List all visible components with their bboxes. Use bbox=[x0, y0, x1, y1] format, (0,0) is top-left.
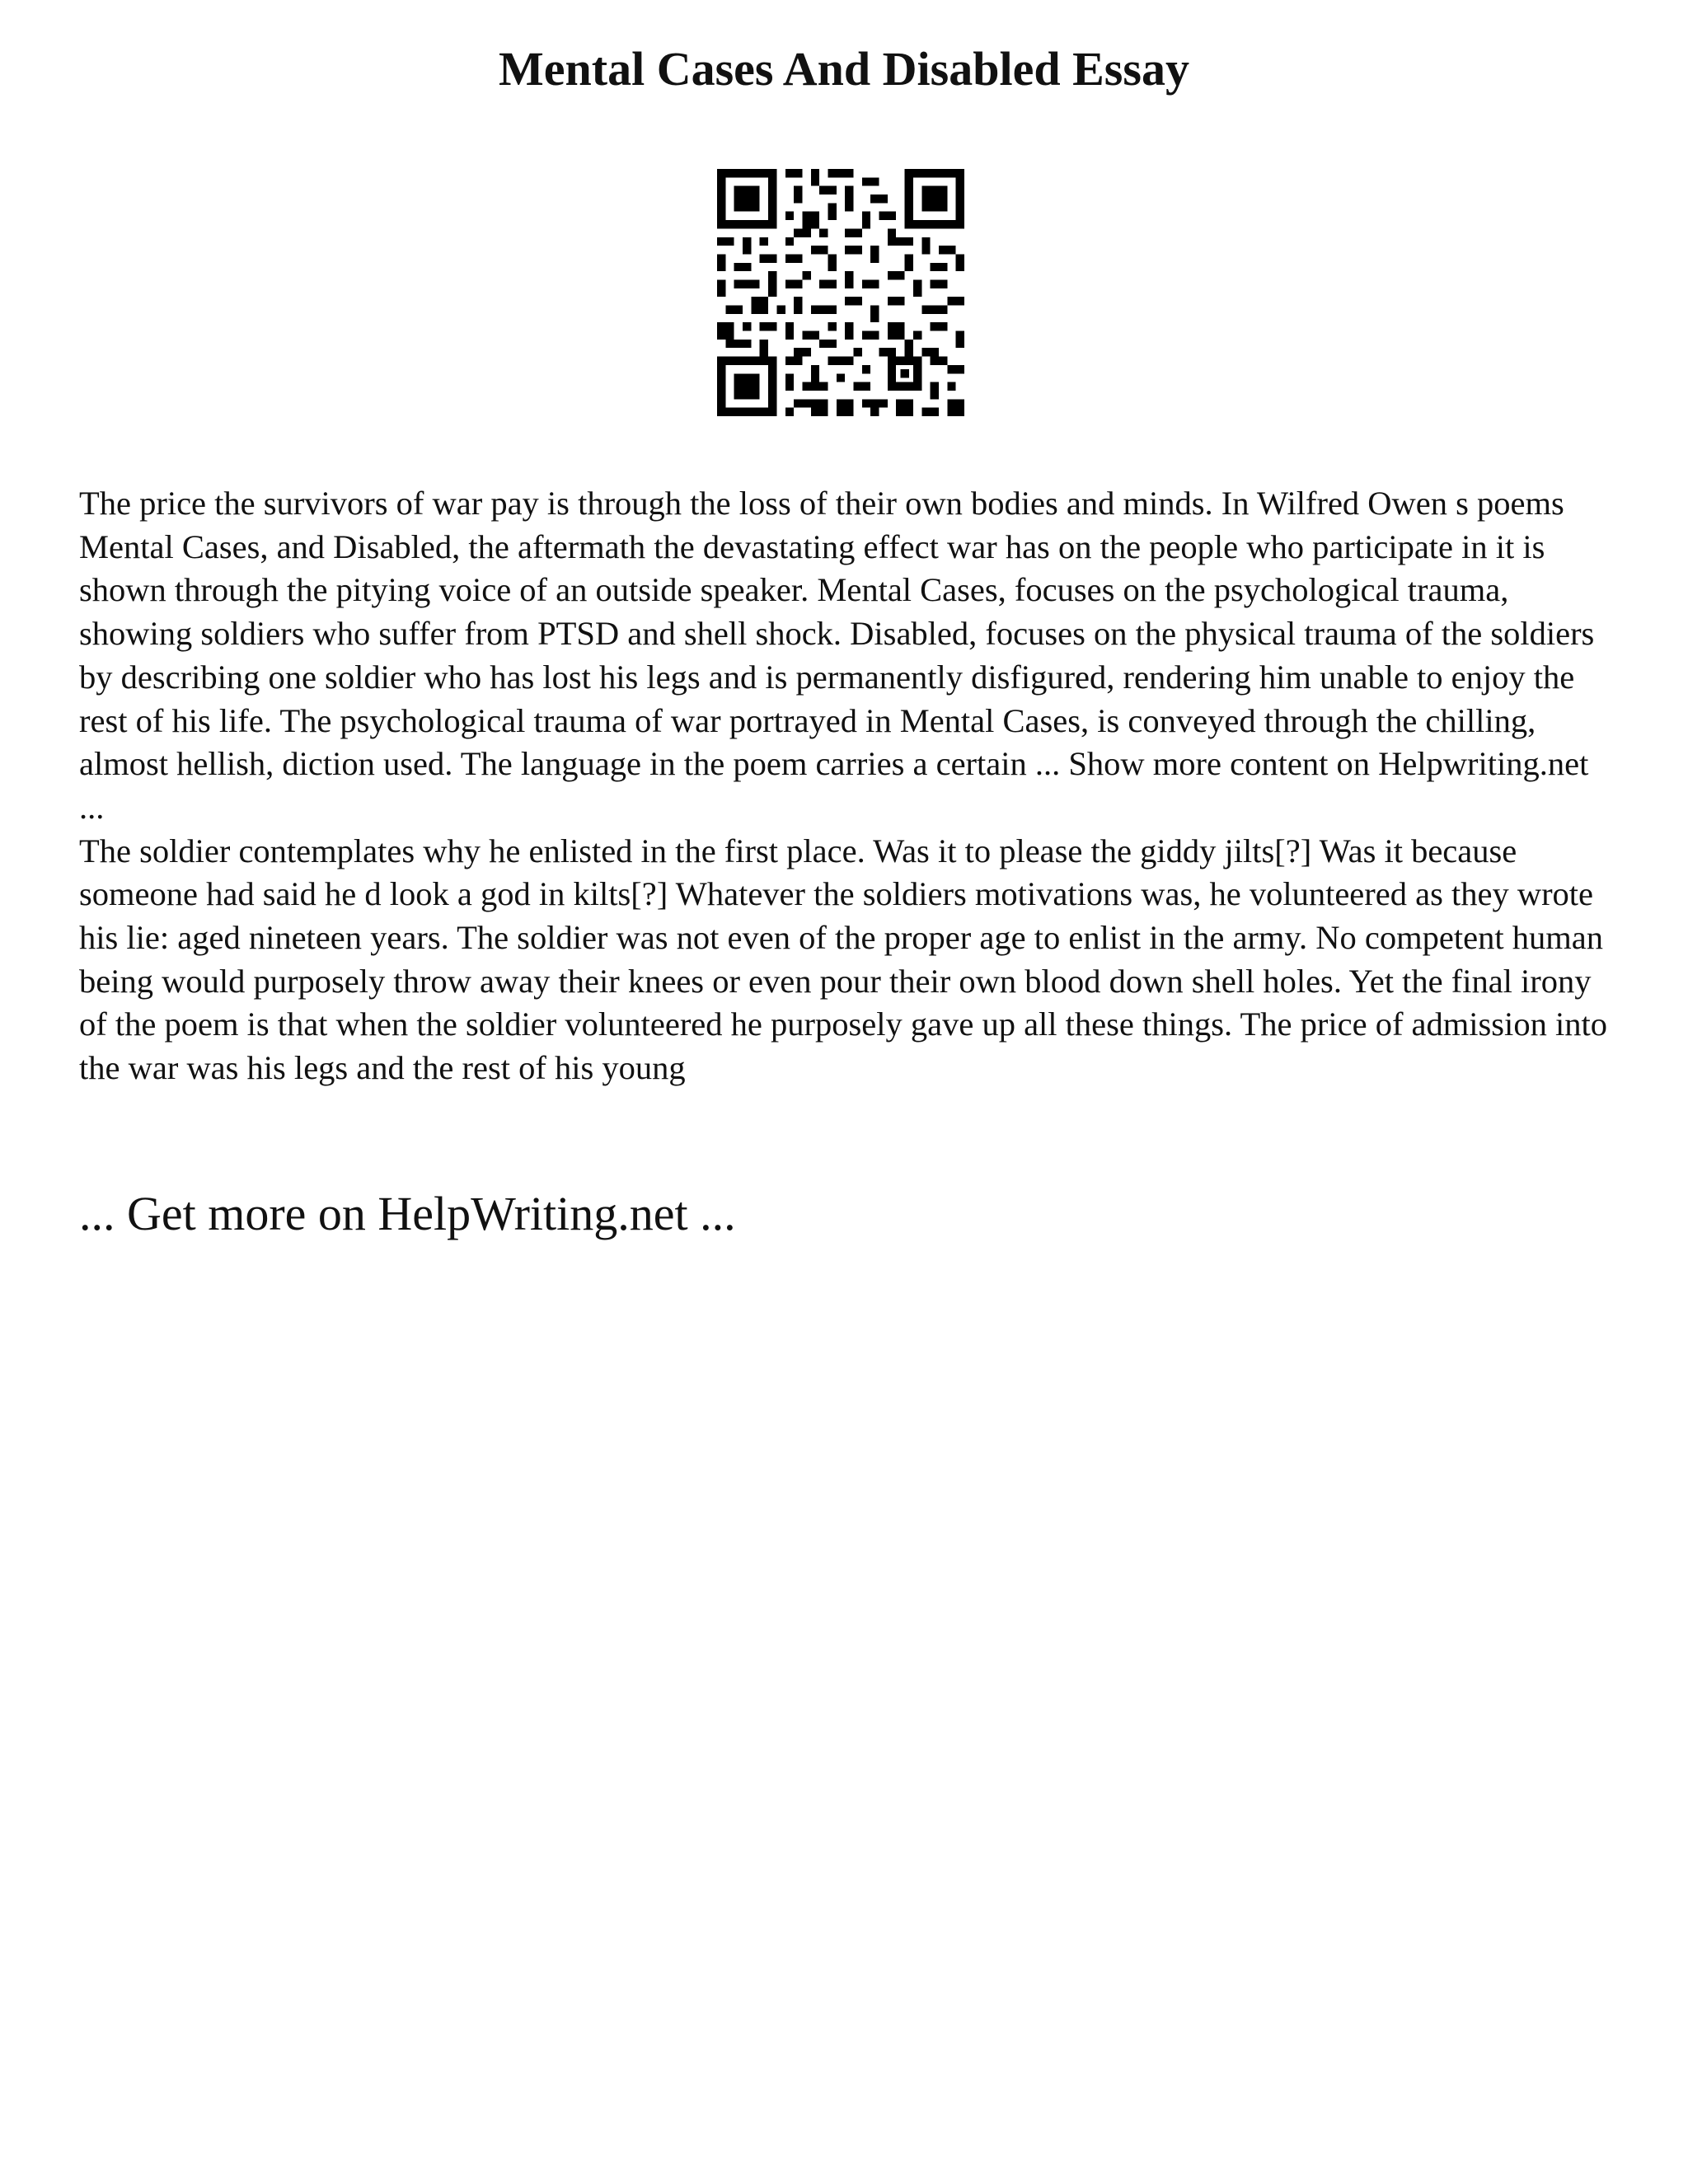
essay-paragraph: The soldier contemplates why he enlisted in the first place. Was it to please the giddy jilts[?] Was it because someone had said he d look a god in kilts[?] Whatever the soldiers motivations was, he volunteered as they wrote his lie: aged nineteen years. The soldier was not even of the proper age to enlist in the army. No competent human being would purposely throw away their knees or even pour their own blood down shell holes. Yet the final irony of the poem is that when the soldier volunteered he purposely gave up all these things. The price of admission into the war was his legs and the rest of his young bbox=[79, 832, 1607, 1087]
page-title: Mental Cases And Disabled Essay bbox=[499, 42, 1189, 96]
essay-body bbox=[79, 482, 1620, 1090]
get-more-link[interactable]: ... Get more on HelpWriting.net ... bbox=[79, 1187, 736, 1240]
essay-paragraph: The price the survivors of war pay is through the loss of their own bodies and minds. In Wilfred Owen s poems Mental Cases, and Disabled, the aftermath the devastating effect war has on the people who participate in it is shown through the pitying voice of an outside speaker. Mental Cases, focuses on the psychological trauma, showing soldiers who suffer from PTSD and shell shock. Disabled, focuses on the physical trauma of the soldiers by describing one soldier who has lost his legs and is permanently disfigured, rendering him unable to enjoy the rest of his life. The psychological trauma of war portrayed in Mental Cases, is conveyed through the chilling, almost hellish, diction used. The language in the poem carries a certain ... Show more content on Helpwriting.net ... bbox=[79, 485, 1595, 826]
qr-code-icon bbox=[717, 169, 964, 416]
qr-code-graphic bbox=[717, 169, 964, 416]
